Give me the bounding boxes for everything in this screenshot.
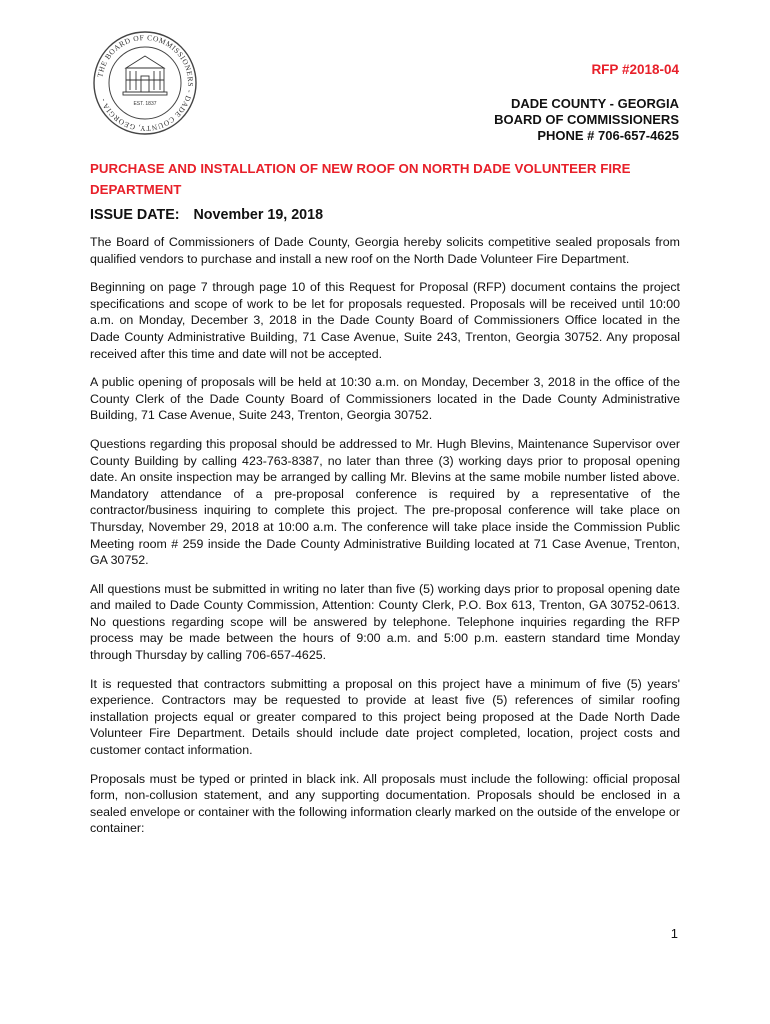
rfp-number: RFP #2018-04 [591,62,679,77]
letterhead [494,62,679,144]
seal-est-text: EST. 1837 [133,101,157,107]
paragraph: The Board of Commissioners of Dade County, Georgia hereby solicits competitive sealed proposals from qualified vendors to purchase and install a new roof on the North Dade Volunteer Fire Department. [90,235,680,266]
issue-date-label: ISSUE DATE: [90,207,180,223]
paragraph: It is requested that contractors submitting a proposal on this project have a minimum of five (5) years' experience. Contractors may be requested to provide at least five (5) references of similar roofing installation projects equal or greater compared to this project being proposed at the Dade North Dade Volunteer Fire Department. Details should include date project completed, location, project costs and customer contact information. [90,676,680,758]
paragraph: A public opening of proposals will be held at 10:30 a.m. on Monday, December 3, 2018 in the office of the County Clerk of the Dade County Board of Commissioners located in the Dade County Administrative Building, 71 Case Avenue, Suite 243, Trenton, Georgia 30752. [90,375,680,423]
document-body [90,234,680,849]
courthouse-icon [123,56,167,95]
svg-text:THE BOARD OF COMMISSIONERS - D: THE BOARD OF COMMISSIONERS - DADE COUNTY, GEORGIA - [95,32,196,134]
issue-date-line [90,207,323,223]
county-seal-logo [92,30,198,136]
page-number: 1 [670,926,678,941]
board-name: BOARD OF COMMISSIONERS [494,112,679,127]
paragraph: Questions regarding this proposal should be addressed to Mr. Hugh Blevins, Maintenance Supervisor over County Building by calling 423-763-8387, no later than three (3) working days prior to proposal opening date. An onsite inspection may be arranged by calling Mr. Blevins at the same mobile number listed above. Mandatory attendance of a pre-proposal conference is required by a representative of the contractor/business inquiring to complete this project. The pre-proposal conference will take place on Thursday, November 29, 2018 at 10:00 a.m. The conference will take place inside the Commission Public Meeting room # 259 inside the Dade County Administrative Building located at 71 Case Avenue, Trenton, GA 30752. [90,436,680,568]
issue-date-value: November 19, 2018 [193,207,324,223]
paragraph: Beginning on page 7 through page 10 of this Request for Proposal (RFP) document contains the project specifications and scope of work to be let for proposals requested. Proposals will be received until 10:00 a.m. on Monday, December 3, 2018 in the Dade County Board of Commissioners Office located in the Dade County Administrative Building, 71 Case Avenue, Suite 243, Trenton, Georgia 30752. Any proposal received after this time and date will not be accepted. [90,280,680,361]
paragraph: Proposals must be typed or printed in black ink. All proposals must include the following: official proposal form, non-collusion statement, and any supporting documentation. Proposals should be enclosed in a sealed envelope or container with the following information clearly marked on the outside of the envelope or container: [90,771,680,836]
county-name: DADE COUNTY - GEORGIA [510,96,679,111]
document-title: PURCHASE AND INSTALLATION OF NEW ROOF ON NORTH DADE VOLUNTEER FIRE DEPARTMENT [90,161,631,197]
phone-number: PHONE # 706-657-4625 [537,128,679,143]
paragraph: All questions must be submitted in writing no later than five (5) working days prior to proposal opening date and mailed to Dade County Commission, Attention: County Clerk, P.O. Box 613, Trenton, GA 30752-0613. No questions regarding scope will be answered by telephone. Telephone inquiries regarding the RFP process may be made between the hours of 9:00 a.m. and 5:00 p.m. eastern standard time Monday through Thursday by calling 706-657-4625. [90,581,680,663]
